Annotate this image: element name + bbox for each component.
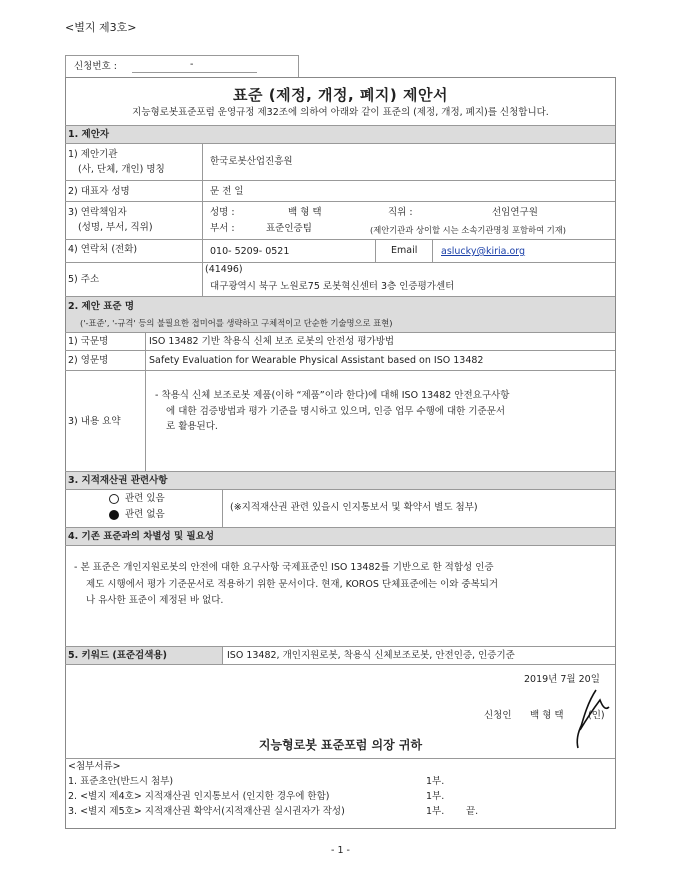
attachments-end: 끝. (466, 806, 479, 817)
org-value[interactable]: 한국로봇산업진흥원 (210, 156, 293, 167)
form-title: 표준 (제정, 개정, 폐지) 제안서 (233, 86, 448, 104)
attachment-count: 1부. (426, 791, 445, 802)
radio-related[interactable] (109, 494, 119, 504)
address-value[interactable]: 대구광역시 북구 노원로75 로봇혁신센터 3층 인증평가센터 (210, 281, 455, 292)
summary-label: 3) 내용 요약 (68, 416, 121, 427)
attachment-count: 1부. (426, 776, 445, 787)
attachments-header: <첨부서류> (68, 761, 121, 772)
summary-line: 로 활용된다. (166, 421, 218, 432)
address-label: 5) 주소 (68, 274, 100, 285)
position-label: 직위 : (388, 207, 413, 218)
org-label-1: 1) 제안기관 (68, 149, 118, 160)
org-label-2: (사, 단체, 개인) 명칭 (78, 164, 165, 175)
rep-label: 2) 대표자 성명 (68, 186, 130, 197)
application-number-underline (132, 72, 257, 73)
section2-header: 2. 제안 표준 명 (68, 301, 135, 312)
contact-label-1: 3) 연락책임자 (68, 207, 127, 218)
section4-line: 제도 시행에서 평가 기준문서로 적용하기 위한 문서이다. 현재, KOROS 단체표준에는 이와 중복되거 (86, 579, 499, 590)
dept-value[interactable]: 표준인증팀 (266, 223, 312, 234)
phone-label: 4) 연락처 (전화) (68, 244, 138, 255)
summary-line: 에 대한 검증방법과 평가 기준을 명시하고 있으며, 인증 업무 수행에 대한 기준문서 (166, 406, 506, 417)
application-number-label: 신청번호 : (74, 61, 117, 72)
section2-note: ('-표준', '-규격' 등의 불필요한 접미어를 생략하고 구체적이고 단순한 기술명으로 표현) (80, 318, 393, 328)
dept-note: (제안기관과 상이할 시는 소속기관명칭 포함하여 기재) (370, 225, 566, 235)
eng-label: 2) 영문명 (68, 355, 109, 366)
applicant-name[interactable]: 백 형 택 (530, 710, 564, 721)
section1-header: 1. 제안자 (68, 129, 110, 140)
dept-label: 부서 : (210, 223, 235, 234)
section3-note: (※지적재산권 관련 있을시 인지통보서 및 확약서 별도 첨부) (230, 502, 478, 513)
application-date: 2019년 7월 20일 (524, 674, 600, 685)
seal-label: (인) (588, 710, 605, 721)
name-value[interactable]: 백 형 택 (288, 207, 322, 218)
section3-header: 3. 지적재산권 관련사항 (68, 475, 168, 486)
section5-header: 5. 키워드 (표준검색용) (68, 650, 167, 661)
section4-header: 4. 기존 표준과의 차별성 및 필요성 (68, 531, 215, 542)
section1-band (66, 126, 615, 143)
attachment-item: 1. 표준초안(반드시 첨부) (68, 776, 174, 787)
email-link[interactable]: aslucky@kiria.org (441, 246, 526, 257)
kor-value[interactable]: ISO 13482 기반 착용식 신체 보조 로봇의 안전성 평가방법 (149, 336, 395, 347)
kor-label: 1) 국문명 (68, 336, 109, 347)
section4-line: 나 유사한 표준이 제정된 바 없다. (86, 595, 224, 606)
keywords-value[interactable]: ISO 13482, 개인지원로봇, 착용식 신체보조로봇, 안전인증, 인증기준 (227, 650, 515, 661)
attachment-item: 3. <별지 제5호> 지적재산권 확약서(지적재산권 실시권자가 작성) (68, 806, 345, 817)
phone-value[interactable]: 010- 5209- 0521 (210, 246, 290, 257)
form-id: <별지 제3호> (65, 21, 137, 34)
page-number: - 1 - (331, 845, 350, 856)
radio-unrelated[interactable] (109, 510, 119, 520)
form-subtitle: 지능형로봇표준포럼 운영규정 제32조에 의하여 아래와 같이 표준의 (제정, 개정, 폐지)를 신청합니다. (132, 107, 549, 118)
attachment-item: 2. <별지 제4호> 지적재산권 인지통보서 (인지한 경우에 한함) (68, 791, 330, 802)
addressee: 지능형로봇 표준포럼 의장 귀하 (258, 738, 423, 752)
name-label: 성명 : (210, 207, 235, 218)
eng-value[interactable]: Safety Evaluation for Wearable Physical Assistant based on ISO 13482 (149, 355, 484, 366)
application-number-value[interactable]: - (190, 59, 194, 70)
radio-unrelated-label: 관련 없음 (125, 509, 165, 520)
contact-label-2: (성명, 부서, 직위) (78, 222, 153, 233)
address-zip[interactable]: (41496) (205, 264, 243, 275)
radio-related-label: 관련 있음 (125, 493, 165, 504)
section4-line: - 본 표준은 개인지원로봇의 안전에 대한 요구사항 국제표준인 ISO 13482를 기반으로 한 적합성 인증 (74, 562, 494, 573)
attachment-count: 1부. (426, 806, 445, 817)
position-value[interactable]: 선임연구원 (492, 207, 538, 218)
rep-value[interactable]: 문 전 일 (210, 186, 244, 197)
applicant-label: 신청인 (484, 710, 512, 721)
summary-line: - 착용식 신체 보조로봇 제품(이하 “제품”이라 한다)에 대해 ISO 13482 안전요구사항 (155, 390, 510, 401)
email-label: Email (391, 245, 418, 256)
